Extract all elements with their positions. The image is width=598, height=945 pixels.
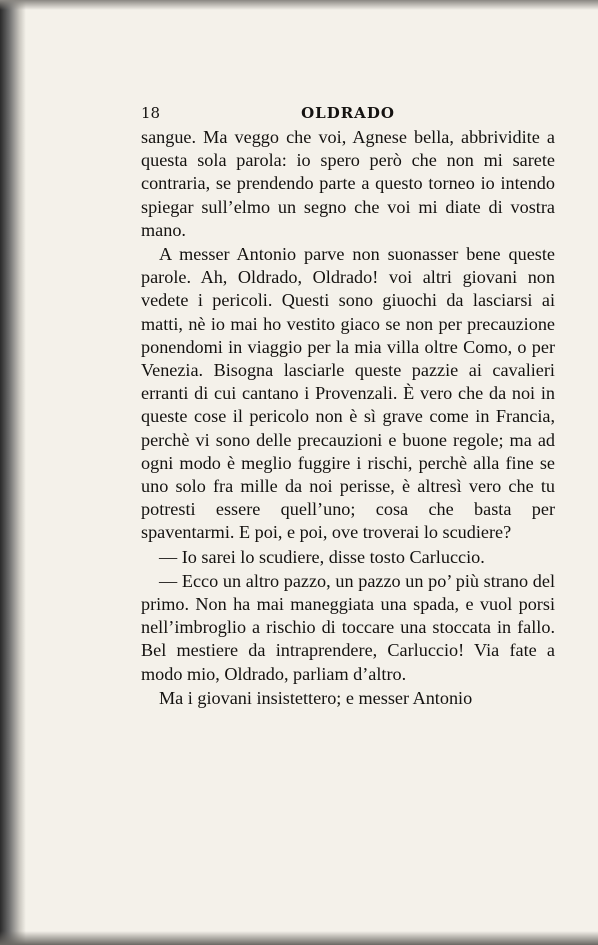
top-page-edge bbox=[0, 0, 598, 10]
book-text bbox=[141, 126, 555, 710]
page-number: 18 bbox=[141, 104, 161, 122]
bottom-page-edge bbox=[0, 931, 598, 945]
page-header bbox=[141, 104, 555, 128]
binding-shadow bbox=[0, 0, 26, 945]
paragraph-carluccio: — Io sarei lo scudiere, disse tosto Carluccio. bbox=[159, 546, 485, 567]
paragraph-continuation: sangue. Ma veggo che voi, Agnese bella, abbrividite a questa sola parola: io spero però che non mi sarete contraria, se prendendo parte a questo torneo io intendo spiegar sull’elmo un segno che voi mi diate di vostra mano. bbox=[141, 127, 555, 240]
paragraph-young-insisted: Ma i giovani insistettero; e messer Antonio bbox=[159, 687, 473, 708]
paragraph-antonio-reply: A messer Antonio parve non suonasser bene queste parole. Ah, Oldrado, Oldrado! voi altri giovani non vedete i pericoli. Questi sono giuochi da lasciarsi ai matti, nè io mai ho vestito giaco se non per precauzione ponendomi in viaggio per la mia villa oltre Como, o per Venezia. Bisogna lasciarle queste pazzie ai cavalieri erranti di cui cantano i Provenzali. È vero che da noi in queste cose il pericolo non è sì grave come in Francia, perchè vi sono delle precauzioni e buone regole; ma ad ogni modo è meglio fuggire i rischi, perchè alla fine se uno solo fra mille da noi perisse, è altresì vero che tu potresti essere quell’uno; cosa che basta per spaventarmi. E poi, e poi, ove troverai lo scudiere? bbox=[141, 244, 555, 543]
paragraph-another-madman: — Ecco un altro pazzo, un pazzo un po’ più strano del primo. Non ha mai maneggiata una spada, e vuol porsi nell’imbroglio a rischio di toccare una stoccata in fallo. Bel mestiere da intraprendere, Carluccio! Via fate a modo mio, Oldrado, parliam d’altro. bbox=[141, 570, 555, 684]
running-title: OLDRADO bbox=[301, 104, 395, 122]
